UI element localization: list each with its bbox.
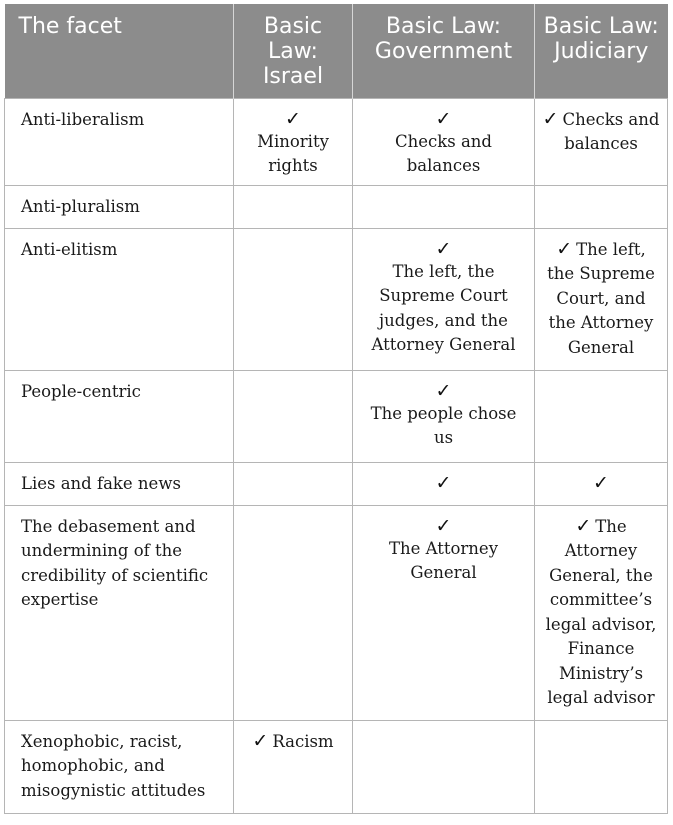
government-cell	[353, 462, 535, 505]
header-basic-law-government: Basic Law: Government	[353, 4, 535, 98]
check-icon: ✓	[435, 107, 452, 130]
table-row	[5, 462, 668, 505]
government-cell	[353, 228, 535, 370]
table-row	[5, 185, 668, 228]
check-icon: ✓	[542, 107, 559, 130]
israel-cell	[234, 228, 353, 370]
check-icon: ✓	[575, 514, 592, 537]
judiciary-cell	[535, 505, 668, 720]
cell-text: Minority rights	[257, 131, 329, 175]
check-icon: ✓	[593, 471, 609, 494]
table-header	[5, 4, 668, 98]
israel-cell	[234, 505, 353, 720]
judiciary-cell	[535, 370, 668, 462]
judiciary-cell	[535, 98, 668, 185]
table-row	[5, 228, 668, 370]
judiciary-cell	[535, 720, 668, 813]
header-basic-law-israel: Basic Law: Israel	[234, 4, 353, 98]
facets-table	[4, 4, 668, 814]
check-icon: ✓	[435, 237, 452, 260]
israel-cell	[234, 720, 353, 813]
header-row	[5, 4, 668, 98]
check-icon: ✓	[556, 237, 573, 260]
facet-cell: The debasement and undermining of the credibility of scientific expertise	[5, 505, 234, 720]
government-cell	[353, 98, 535, 185]
check-icon: ✓	[435, 514, 452, 537]
check-icon: ✓	[252, 729, 269, 752]
judiciary-cell	[535, 462, 668, 505]
header-basic-law-judiciary: Basic Law: Judiciary	[535, 4, 668, 98]
government-cell	[353, 185, 535, 228]
facet-cell: Lies and fake news	[5, 462, 234, 505]
judiciary-cell	[535, 228, 668, 370]
cell-text: The Attorney General	[388, 538, 499, 582]
facet-cell: Anti-pluralism	[5, 185, 234, 228]
check-icon: ✓	[435, 471, 452, 494]
facet-cell: Anti-elitism	[5, 228, 234, 370]
facet-cell: Anti-liberalism	[5, 98, 234, 185]
cell-text: Checks and balances	[395, 131, 492, 175]
facet-cell: Xenophobic, racist, homophobic, and misogynistic attitudes	[5, 720, 234, 813]
israel-cell	[234, 370, 353, 462]
facet-cell: People-centric	[5, 370, 234, 462]
check-icon: ✓	[435, 379, 452, 402]
cell-text: Checks and balances	[562, 109, 660, 153]
government-cell	[353, 370, 535, 462]
cell-text: The left, the Supreme Court judges, and the Attorney General	[371, 261, 516, 354]
israel-cell	[234, 98, 353, 185]
government-cell	[353, 720, 535, 813]
table-row	[5, 505, 668, 720]
cell-text: The left, the Supreme Court, and the Attorney General	[547, 239, 655, 357]
header-facet: The facet	[5, 4, 234, 98]
cell-text: Racism	[272, 731, 334, 751]
table-body	[5, 98, 668, 813]
table-row	[5, 720, 668, 813]
cell-text: The Attorney General, the committee’s legal advisor, Finance Ministry’s legal advisor	[545, 516, 657, 707]
israel-cell	[234, 185, 353, 228]
table-row	[5, 370, 668, 462]
government-cell	[353, 505, 535, 720]
judiciary-cell	[535, 185, 668, 228]
israel-cell	[234, 462, 353, 505]
check-icon: ✓	[285, 107, 301, 130]
table-row	[5, 98, 668, 185]
cell-text: The people chose us	[370, 403, 517, 447]
